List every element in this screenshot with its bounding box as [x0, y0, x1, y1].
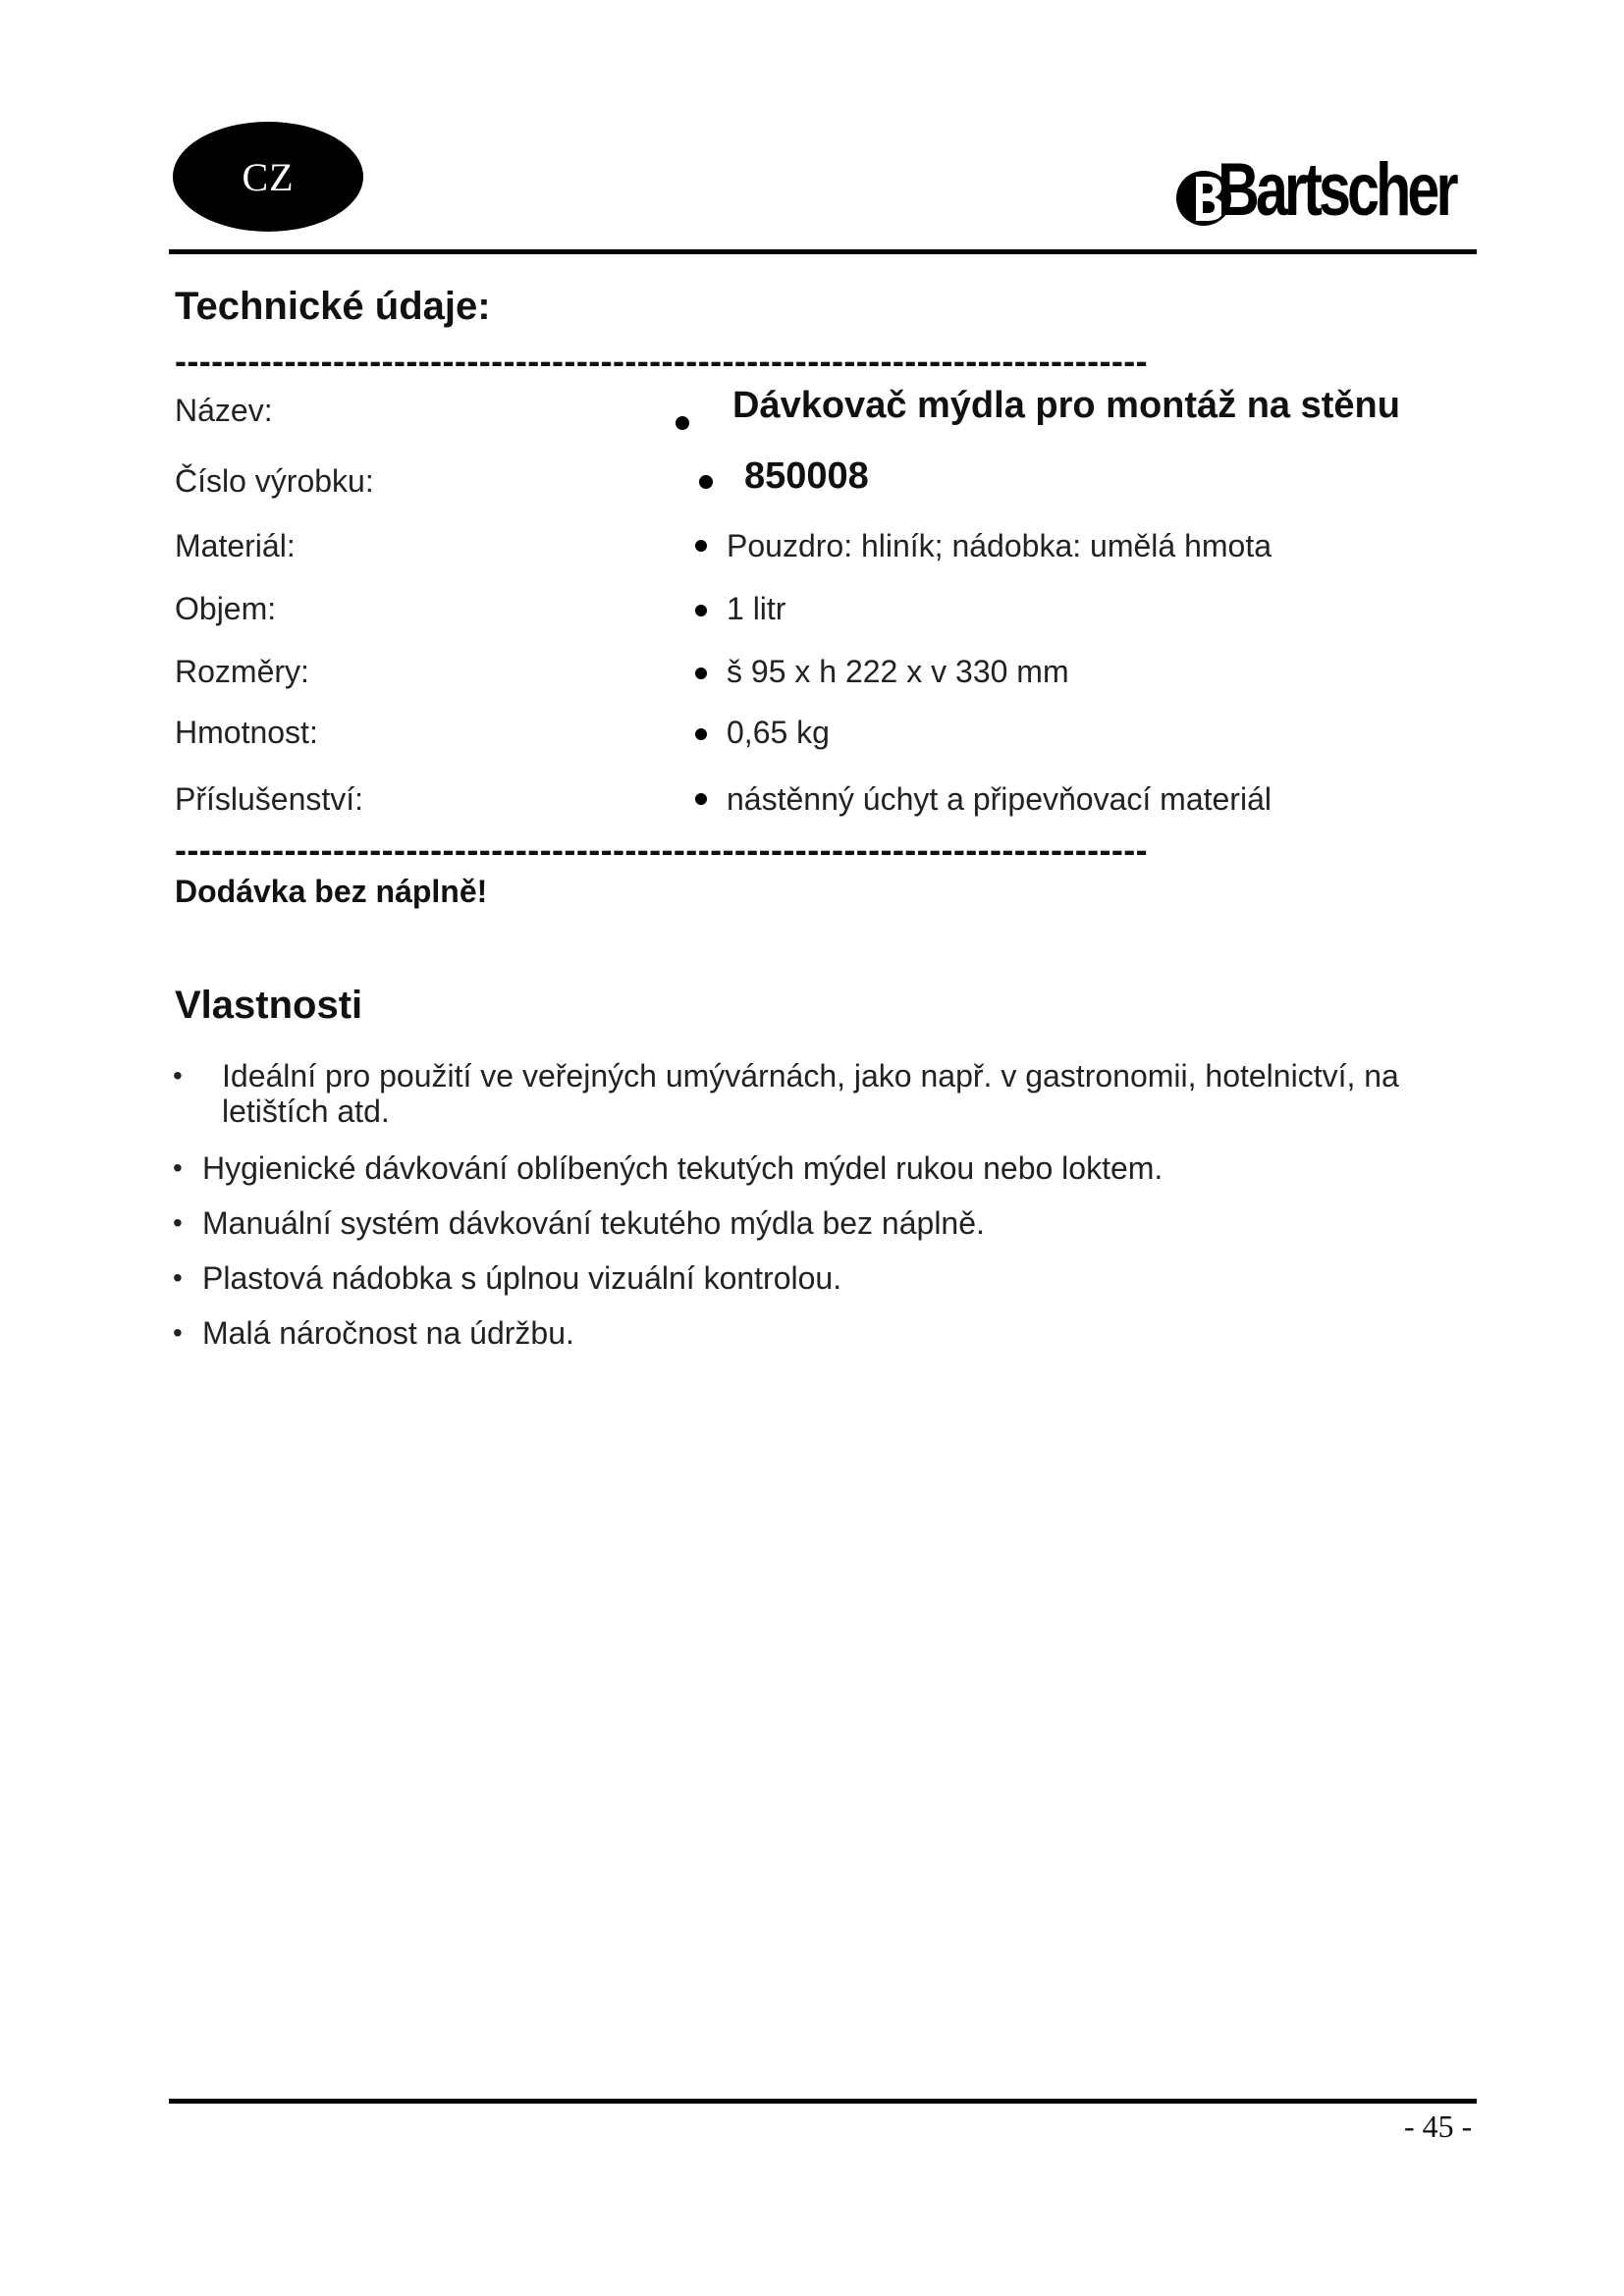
bullet-icon: •: [173, 1262, 183, 1293]
bullet-icon: •: [173, 1207, 183, 1238]
row-value: nástěnný úchyt a připevňovací materiál: [727, 781, 1272, 817]
divider-top: --------------------------------------------------------------------------------: [175, 347, 1149, 375]
footer-rule: [169, 2099, 1477, 2104]
tech-title: Technické údaje:: [175, 285, 491, 328]
row-label: Rozměry:: [175, 654, 309, 689]
bullet-icon: [695, 605, 707, 616]
feature-text: Hygienické dávkování oblíbených tekutých mýdel rukou nebo loktem.: [202, 1150, 1164, 1186]
page-number: - 45 -: [1404, 2109, 1473, 2144]
row-label: Materiál:: [175, 528, 296, 563]
bullet-icon: [676, 416, 689, 430]
bullet-icon: •: [173, 1152, 183, 1183]
bullet-icon: [695, 667, 707, 679]
bullet-icon: [699, 475, 713, 489]
row-value: š 95 x h 222 x v 330 mm: [727, 654, 1069, 689]
feature-text: Malá náročnost na údržbu.: [202, 1315, 574, 1351]
features-title: Vlastnosti: [175, 984, 363, 1027]
row-label: Číslo výrobku:: [175, 463, 374, 499]
row-label: Příslušenství:: [175, 781, 364, 817]
row-label: Název:: [175, 393, 273, 428]
bullet-icon: •: [173, 1060, 183, 1091]
divider-bottom: --------------------------------------------------------------------------------: [175, 836, 1149, 864]
delivery-note: Dodávka bez náplně!: [175, 874, 488, 909]
language-badge-label: CZ: [242, 154, 295, 199]
bullet-icon: [695, 793, 707, 805]
row-label: Hmotnost:: [175, 715, 318, 750]
bullet-icon: [695, 540, 707, 552]
bullet-icon: •: [173, 1317, 183, 1348]
language-badge: [173, 122, 363, 232]
bullet-icon: [695, 728, 707, 740]
feature-text-continued: letištích atd.: [222, 1094, 390, 1129]
feature-text: Ideální pro použití ve veřejných umývárnách, jako např. v gastronomii, hotelnictví, na: [222, 1058, 1399, 1094]
row-value: 850008: [744, 455, 869, 497]
row-label: Objem:: [175, 591, 277, 626]
row-value: Pouzdro: hliník; nádobka: umělá hmota: [727, 528, 1272, 563]
row-value: Dávkovač mýdla pro montáž na stěnu: [732, 385, 1400, 426]
feature-text: Plastová nádobka s úplnou vizuální kontrolou.: [202, 1260, 842, 1296]
row-value: 0,65 kg: [727, 715, 830, 750]
header-rule: [169, 249, 1477, 254]
brand-logo: Bartscher: [1218, 148, 1455, 232]
feature-text: Manuální systém dávkování tekutého mýdla bez náplně.: [202, 1205, 985, 1241]
row-value: 1 litr: [727, 591, 786, 626]
